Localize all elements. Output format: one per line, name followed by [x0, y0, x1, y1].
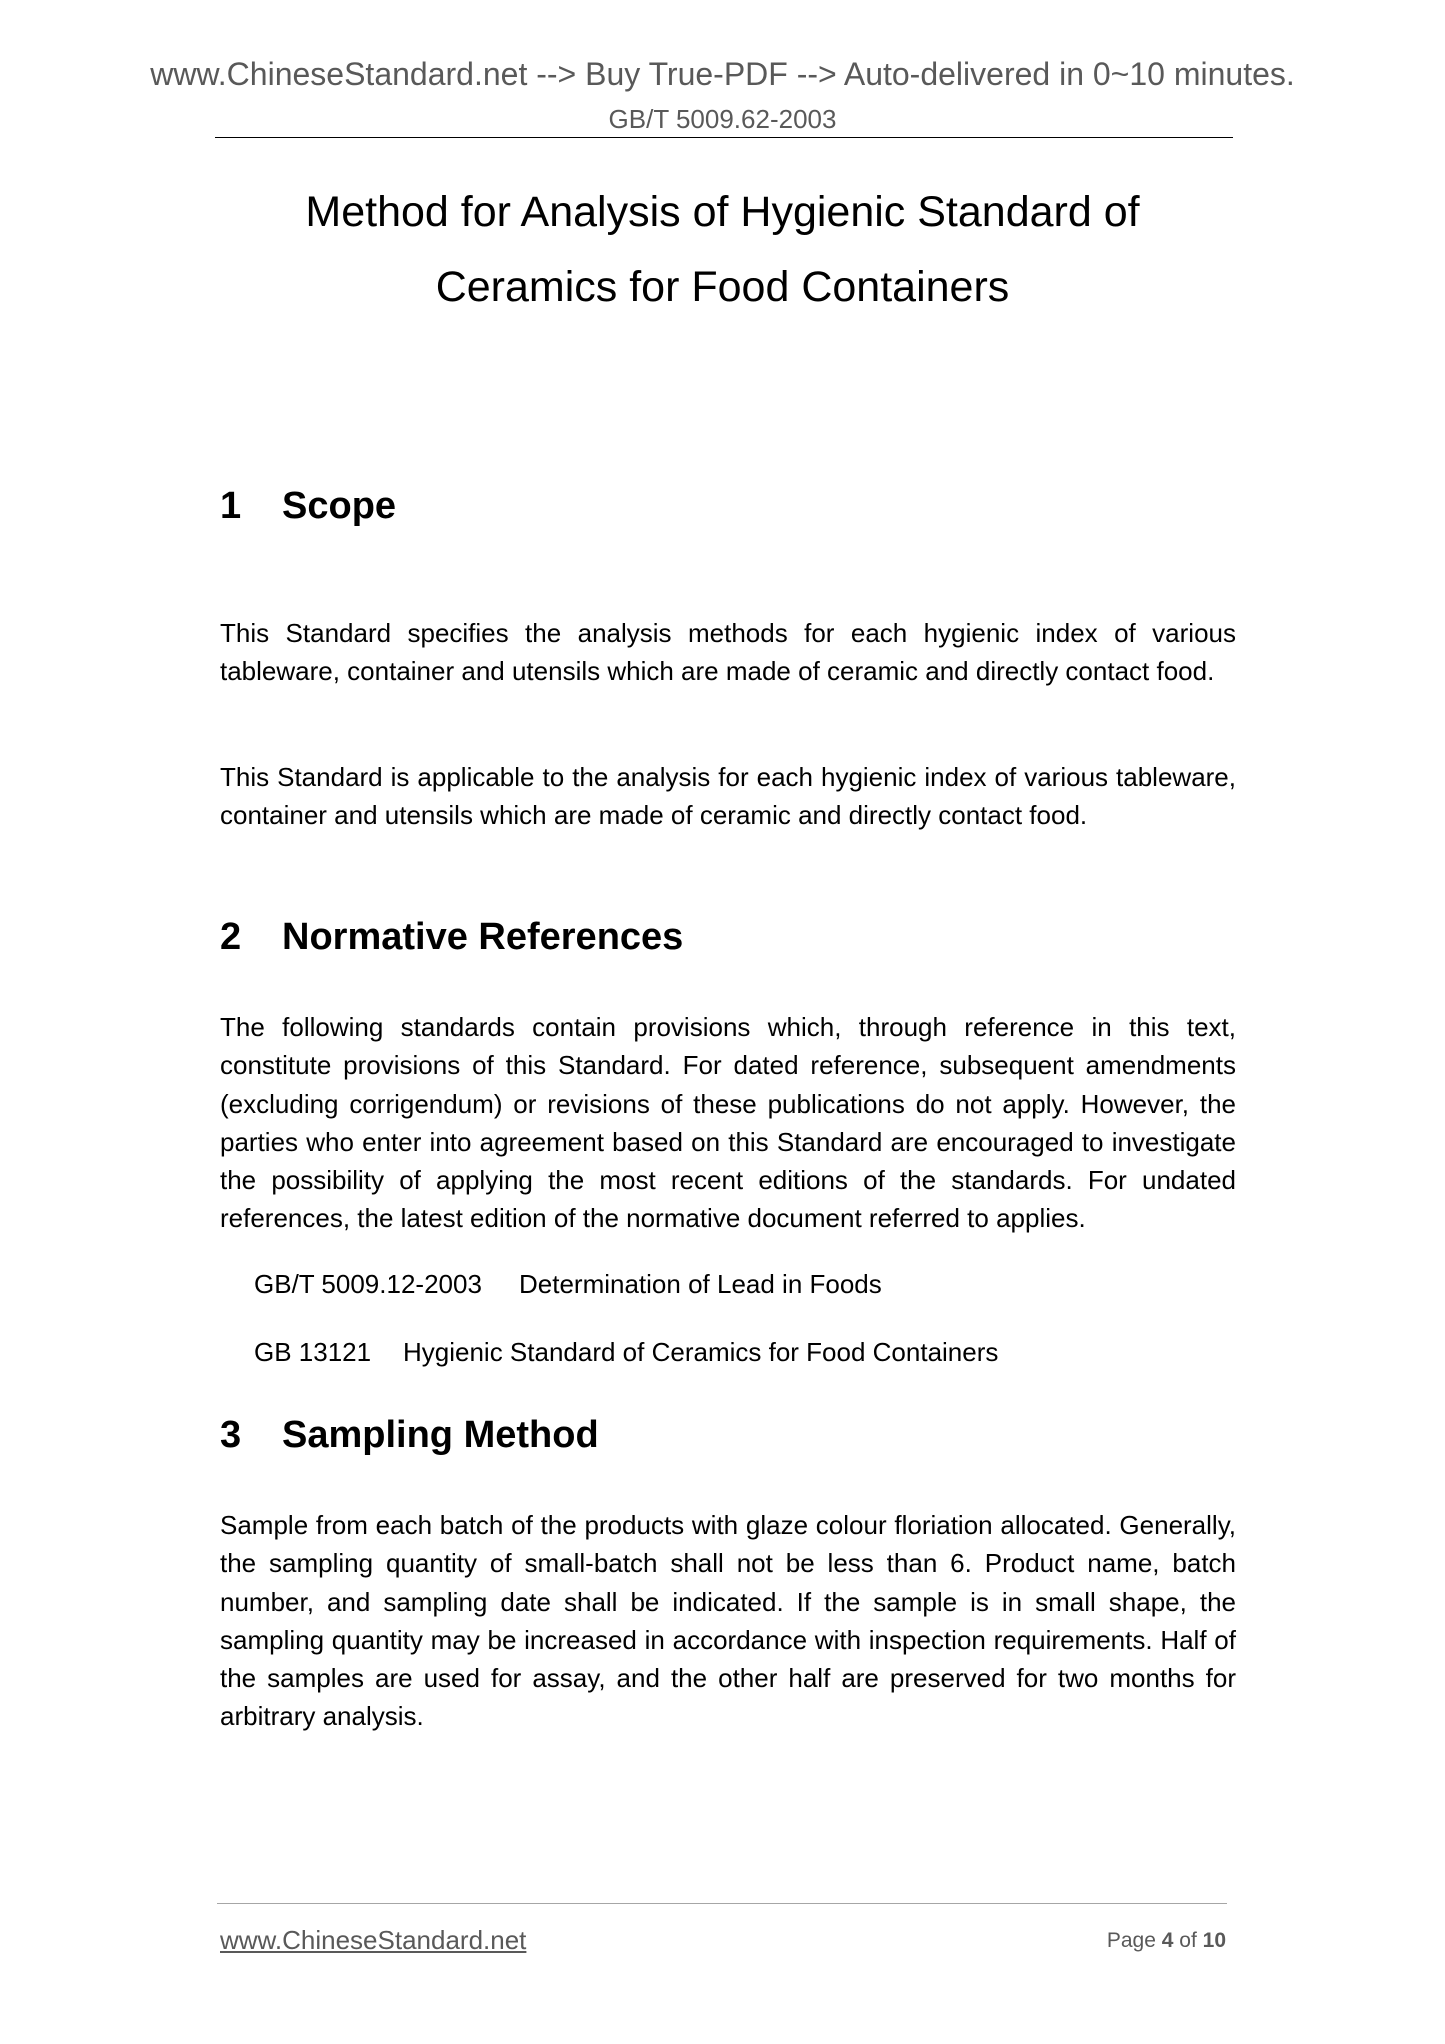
paragraph-sampling-method: Sample from each batch of the products with glaze colour floriation allocated. Generally, the sampling quantity of small-batch shall not be less than 6. Product name, batch number, and sampling date shall be indicated. If the sample is in small shape, the sampling quantity may be increased in accordance with inspection requirements. Half of the samples are used for assay, and the other half are preserved for two months for arbitrary analysis. [220, 1510, 1236, 1732]
section-heading-scope [220, 485, 396, 528]
standard-code: GB/T 5009.62-2003 [608, 104, 837, 134]
document-title-line-2: Ceramics for Food Containers [435, 263, 1010, 311]
page-prefix: Page [1106, 1929, 1156, 1952]
section-title: Normative References [282, 916, 684, 958]
reference-item [254, 1269, 882, 1300]
page-total: 10 [1202, 1929, 1226, 1952]
page-of: of [1179, 1929, 1197, 1952]
reference-code: GB 13121 [254, 1337, 372, 1367]
section-number: 3 [220, 1414, 242, 1456]
footer-divider [217, 1903, 1227, 1904]
page-current: 4 [1161, 1929, 1174, 1952]
reference-title: Determination of Lead in Foods [519, 1269, 882, 1299]
section-title: Sampling Method [282, 1414, 599, 1456]
paragraph-normative-references: The following standards contain provisions which, through reference in this text, constitute provisions of this Standard. For dated reference, subsequent amendments (excluding corrigendum) or revisions of these publications do not apply. However, the parties who enter into agreement based on this Standard are encouraged to investigate the possibility of applying the most recent editions of the standards. For undated references, the latest edition of the normative document referred to applies. [220, 1012, 1236, 1234]
reference-title: Hygienic Standard of Ceramics for Food Containers [403, 1337, 999, 1367]
paragraph-scope-1: This Standard specifies the analysis methods for each hygienic index of various tableware, container and utensils which are made of ceramic and directly contact food. [220, 618, 1236, 687]
section-number: 1 [220, 485, 242, 527]
section-title: Scope [282, 485, 397, 527]
paragraph-scope-2: This Standard is applicable to the analysis for each hygienic index of various tableware, container and utensils which are made of ceramic and directly contact food. [220, 762, 1236, 831]
section-heading-sampling-method [220, 1414, 599, 1457]
header-divider [215, 137, 1233, 138]
section-heading-normative-references [220, 916, 683, 959]
reference-code: GB/T 5009.12-2003 [254, 1269, 482, 1299]
reference-item [254, 1337, 998, 1368]
footer-website-link[interactable]: www.ChineseStandard.net [220, 1925, 527, 1955]
document-title-line-1: Method for Analysis of Hygienic Standard of [305, 188, 1140, 236]
section-number: 2 [220, 916, 242, 958]
page-indicator [1107, 1929, 1226, 1953]
header-banner: www.ChineseStandard.net --> Buy True-PDF --> Auto-delivered in 0~10 minutes. [150, 56, 1295, 92]
